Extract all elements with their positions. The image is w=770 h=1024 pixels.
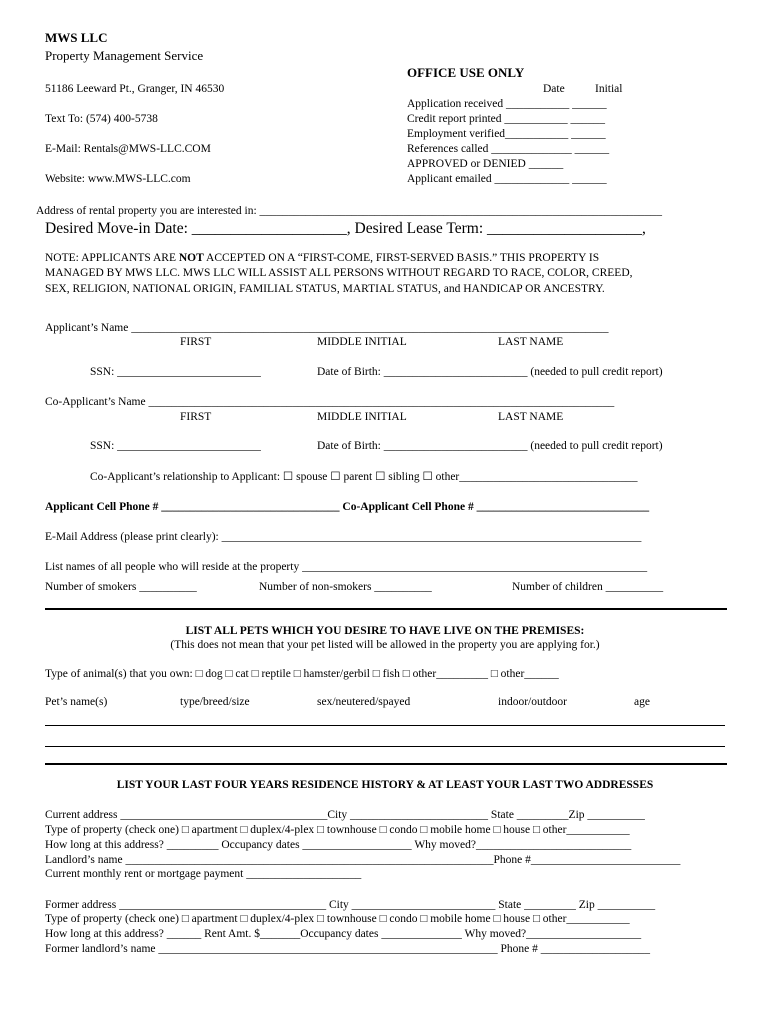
- former-duration-field[interactable]: How long at this address? ______ Rent Amt. $_______Occupancy dates ______________ Why moved?____________________: [45, 928, 642, 940]
- coapplicant-name-field[interactable]: Co-Applicant’s Name _________________________________________________________________________________: [45, 396, 615, 408]
- office-use-title: OFFICE USE ONLY: [407, 65, 525, 80]
- office-row: Applicant emailed _____________ ______: [407, 173, 607, 185]
- current-duration-field[interactable]: How long at this address? _________ Occupancy dates ___________________ Why moved?___________________________: [45, 839, 632, 851]
- company-email: E-Mail: Rentals@MWS-LLC.COM: [45, 143, 211, 155]
- pet-type-checkboxes[interactable]: Type of animal(s) that you own: □ dog □ cat □ reptile □ hamster/gerbil □ fish □ other_________ □ other______: [45, 668, 559, 680]
- applicant-dob-field[interactable]: Date of Birth: _________________________ (needed to pull credit report): [317, 366, 663, 378]
- pet-col-type: type/breed/size: [180, 696, 250, 708]
- former-address-field[interactable]: Former address ____________________________________ City _________________________ State _________ Zip __________: [45, 899, 656, 911]
- office-row: Application received ___________ ______: [407, 98, 607, 110]
- move-in-lease-field[interactable]: Desired Move-in Date: ____________________, Desired Lease Term: ____________________,: [45, 220, 646, 237]
- current-property-type[interactable]: Type of property (check one) □ apartment □ duplex/4-plex □ townhouse □ condo □ mobile home □ house □ other___________: [45, 824, 630, 836]
- coapplicant-relationship-checkboxes[interactable]: Co-Applicant’s relationship to Applicant: ☐ spouse ☐ parent ☐ sibling ☐ other_______________________________: [90, 471, 638, 483]
- pet-entry-line[interactable]: [45, 746, 725, 747]
- former-landlord-field[interactable]: Former landlord’s name ___________________________________________________________ Phone # ___________________: [45, 943, 651, 955]
- history-title: LIST YOUR LAST FOUR YEARS RESIDENCE HISTORY & AT LEAST YOUR LAST TWO ADDRESSES: [116, 779, 654, 791]
- rental-address-field[interactable]: Address of rental property you are interested in: ______________________________________________________________________: [36, 205, 663, 217]
- children-field[interactable]: Number of children __________: [512, 581, 664, 593]
- current-address-field[interactable]: Current address ____________________________________City ________________________ State _________Zip __________: [45, 809, 645, 821]
- section-divider: [45, 608, 727, 610]
- label-last-name: LAST NAME: [498, 411, 564, 423]
- pets-subtitle: (This does not mean that your pet listed will be allowed in the property you are applying for.): [170, 639, 600, 651]
- note-line-1: NOTE: APPLICANTS ARE NOT ACCEPTED ON A “FIRST-COME, FIRST-SERVED BASIS.” THIS PROPERTY IS: [45, 252, 600, 264]
- pet-col-age: age: [634, 696, 650, 708]
- label-first: FIRST: [180, 336, 212, 348]
- nonsmokers-field[interactable]: Number of non-smokers __________: [259, 581, 432, 593]
- pet-col-indoor: indoor/outdoor: [498, 696, 567, 708]
- note-line-2: MANAGED BY MWS LLC. MWS LLC WILL ASSIST ALL PERSONS WITHOUT REGARD TO RACE, COLOR, CREED,: [45, 267, 633, 279]
- label-middle-initial: MIDDLE INITIAL: [317, 411, 407, 423]
- note-line-3: SEX, RELIGION, NATIONAL ORIGIN, FAMILIAL STATUS, MARTIAL STATUS, and HANDICAP OR ANCESTRY.: [45, 283, 605, 295]
- company-address: 51186 Leeward Pt., Granger, IN 46530: [45, 83, 225, 95]
- company-subtitle: Property Management Service: [45, 48, 204, 63]
- company-name: MWS LLC: [45, 30, 108, 45]
- pets-title: LIST ALL PETS WHICH YOU DESIRE TO HAVE LIVE ON THE PREMISES:: [185, 625, 585, 637]
- office-row: Credit report printed ___________ ______: [407, 113, 606, 125]
- coapplicant-ssn-field[interactable]: SSN: _________________________: [90, 440, 261, 452]
- pet-col-sex: sex/neutered/spayed: [317, 696, 411, 708]
- office-col-date: Date: [543, 83, 565, 95]
- company-phone: Text To: (574) 400-5738: [45, 113, 158, 125]
- current-landlord-field[interactable]: Landlord’s name ________________________________________________________________Phone #__________________________: [45, 854, 681, 866]
- label-first: FIRST: [180, 411, 212, 423]
- applicant-ssn-field[interactable]: SSN: _________________________: [90, 366, 261, 378]
- pet-col-name: Pet’s name(s): [45, 696, 108, 708]
- office-col-initial: Initial: [595, 83, 623, 95]
- section-divider: [45, 763, 727, 765]
- cell-phone-fields[interactable]: Applicant Cell Phone # _______________________________ Co-Applicant Cell Phone # ______________________________: [45, 501, 650, 513]
- applicant-name-field[interactable]: Applicant’s Name ___________________________________________________________________________________: [45, 322, 609, 334]
- label-middle-initial: MIDDLE INITIAL: [317, 336, 407, 348]
- smokers-field[interactable]: Number of smokers __________: [45, 581, 197, 593]
- office-row: APPROVED or DENIED ______: [407, 158, 564, 170]
- company-website: Website: www.MWS-LLC.com: [45, 173, 191, 185]
- coapplicant-dob-field[interactable]: Date of Birth: _________________________ (needed to pull credit report): [317, 440, 663, 452]
- residents-field[interactable]: List names of all people who will reside at the property ____________________________________________________________: [45, 561, 648, 573]
- former-property-type[interactable]: Type of property (check one) □ apartment □ duplex/4-plex □ townhouse □ condo □ mobile home □ house □ other___________: [45, 913, 630, 925]
- label-last-name: LAST NAME: [498, 336, 564, 348]
- pet-entry-line[interactable]: [45, 725, 725, 726]
- email-field[interactable]: E-Mail Address (please print clearly): _________________________________________________________________________: [45, 531, 642, 543]
- current-rent-field[interactable]: Current monthly rent or mortgage payment ____________________: [45, 868, 362, 880]
- office-row: Employment verified___________ ______: [407, 128, 606, 140]
- office-row: References called ______________ ______: [407, 143, 610, 155]
